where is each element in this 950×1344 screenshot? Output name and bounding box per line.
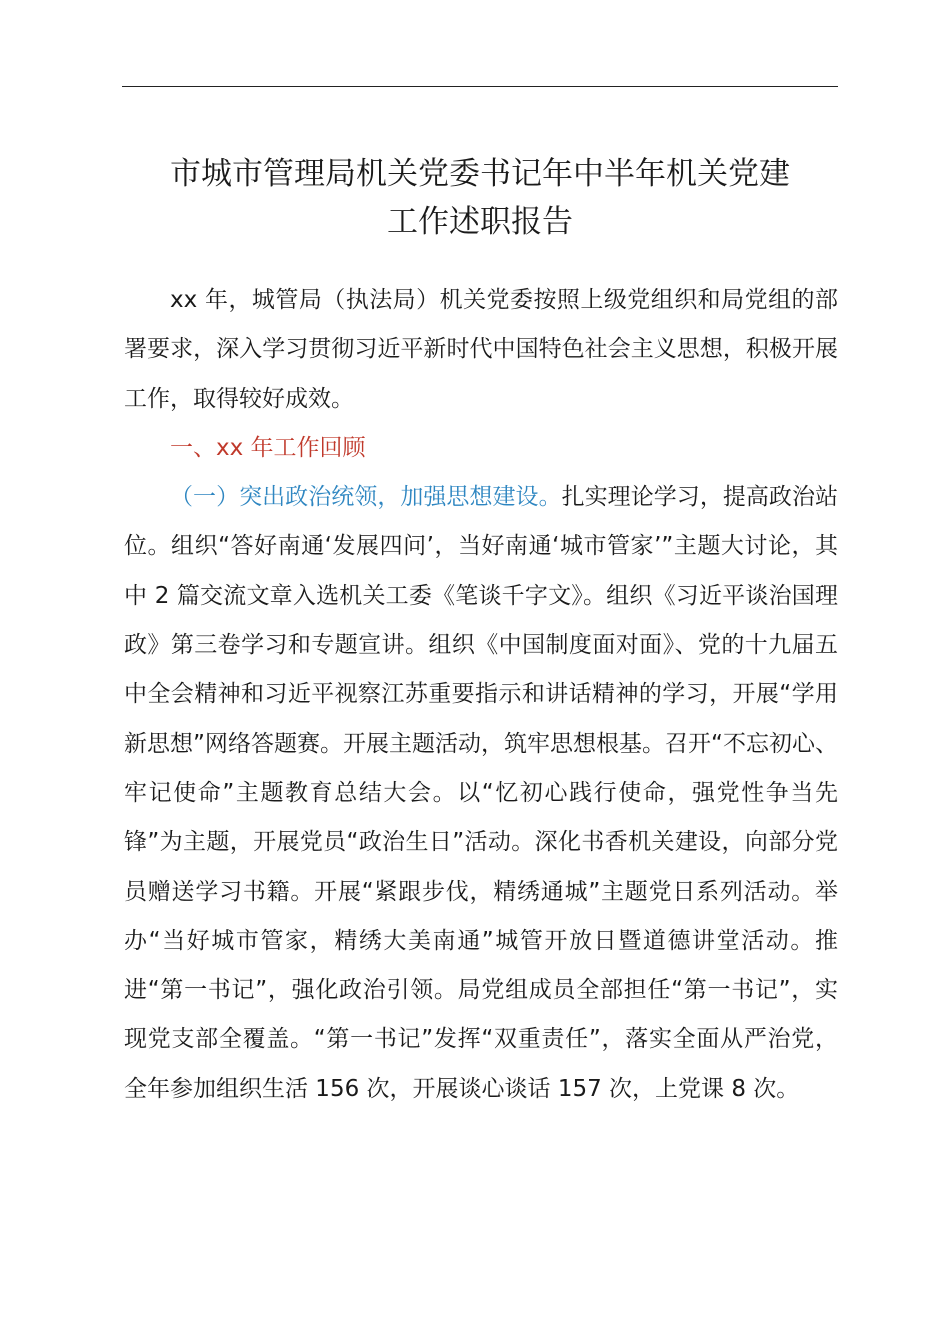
document-title: [100, 150, 860, 246]
subsection-paragraph: [124, 473, 838, 1114]
header-rule: [122, 86, 838, 87]
intro-paragraph: xx 年，城管局（执法局）机关党委按照上级党组织和局党组的部署要求，深入学习贯彻习近平新时代中国特色社会主义思想，积极开展工作，取得较好成效。: [124, 287, 838, 412]
title-line-1: 市城市管理局机关党委书记年中半年机关党建: [170, 156, 790, 192]
section-heading: 一、xx 年工作回顾: [170, 434, 366, 461]
subsection-heading: （一）突出政治统领，加强思想建设。: [170, 484, 562, 511]
document-body: [124, 276, 838, 1114]
title-line-2: 工作述职报告: [387, 204, 573, 240]
subsection-text: 扎实理论学习，提高政治站位。组织“答好南通‘发展四问’，当好南通‘城市管家’”主题大讨论，其中 2 篇交流文章入选机关工委《笔谈千字文》。组织《习近平谈治国理政》第三卷学习和专题宣讲。组织《中国制度面对面》、党的十九届五中全会精神和习近平视察江苏重要指示和讲话精神的学习，开展“学用新思想”网络答题赛。开展主题活动，筑牢思想根基。召开“不忘初心、牢记使命”主题教育总结大会。以“忆初心践行使命，强党性争当先锋”为主题，开展党员“政治生日”活动。深化书香机关建设，向部分党员赠送学习书籍。开展“紧跟步伐，精绣通城”主题党日系列活动。举办“当好城市管家，精绣大美南通”城管开放日暨道德讲堂活动。推进“第一书记”，强化政治引领。局党组成员全部担任“第一书记”，实现党支部全覆盖。“第一书记”发挥“双重责任”，落实全面从严治党，全年参加组织生活 156 次，开展谈心谈话 157 次，上党课 8 次。: [124, 484, 839, 1102]
